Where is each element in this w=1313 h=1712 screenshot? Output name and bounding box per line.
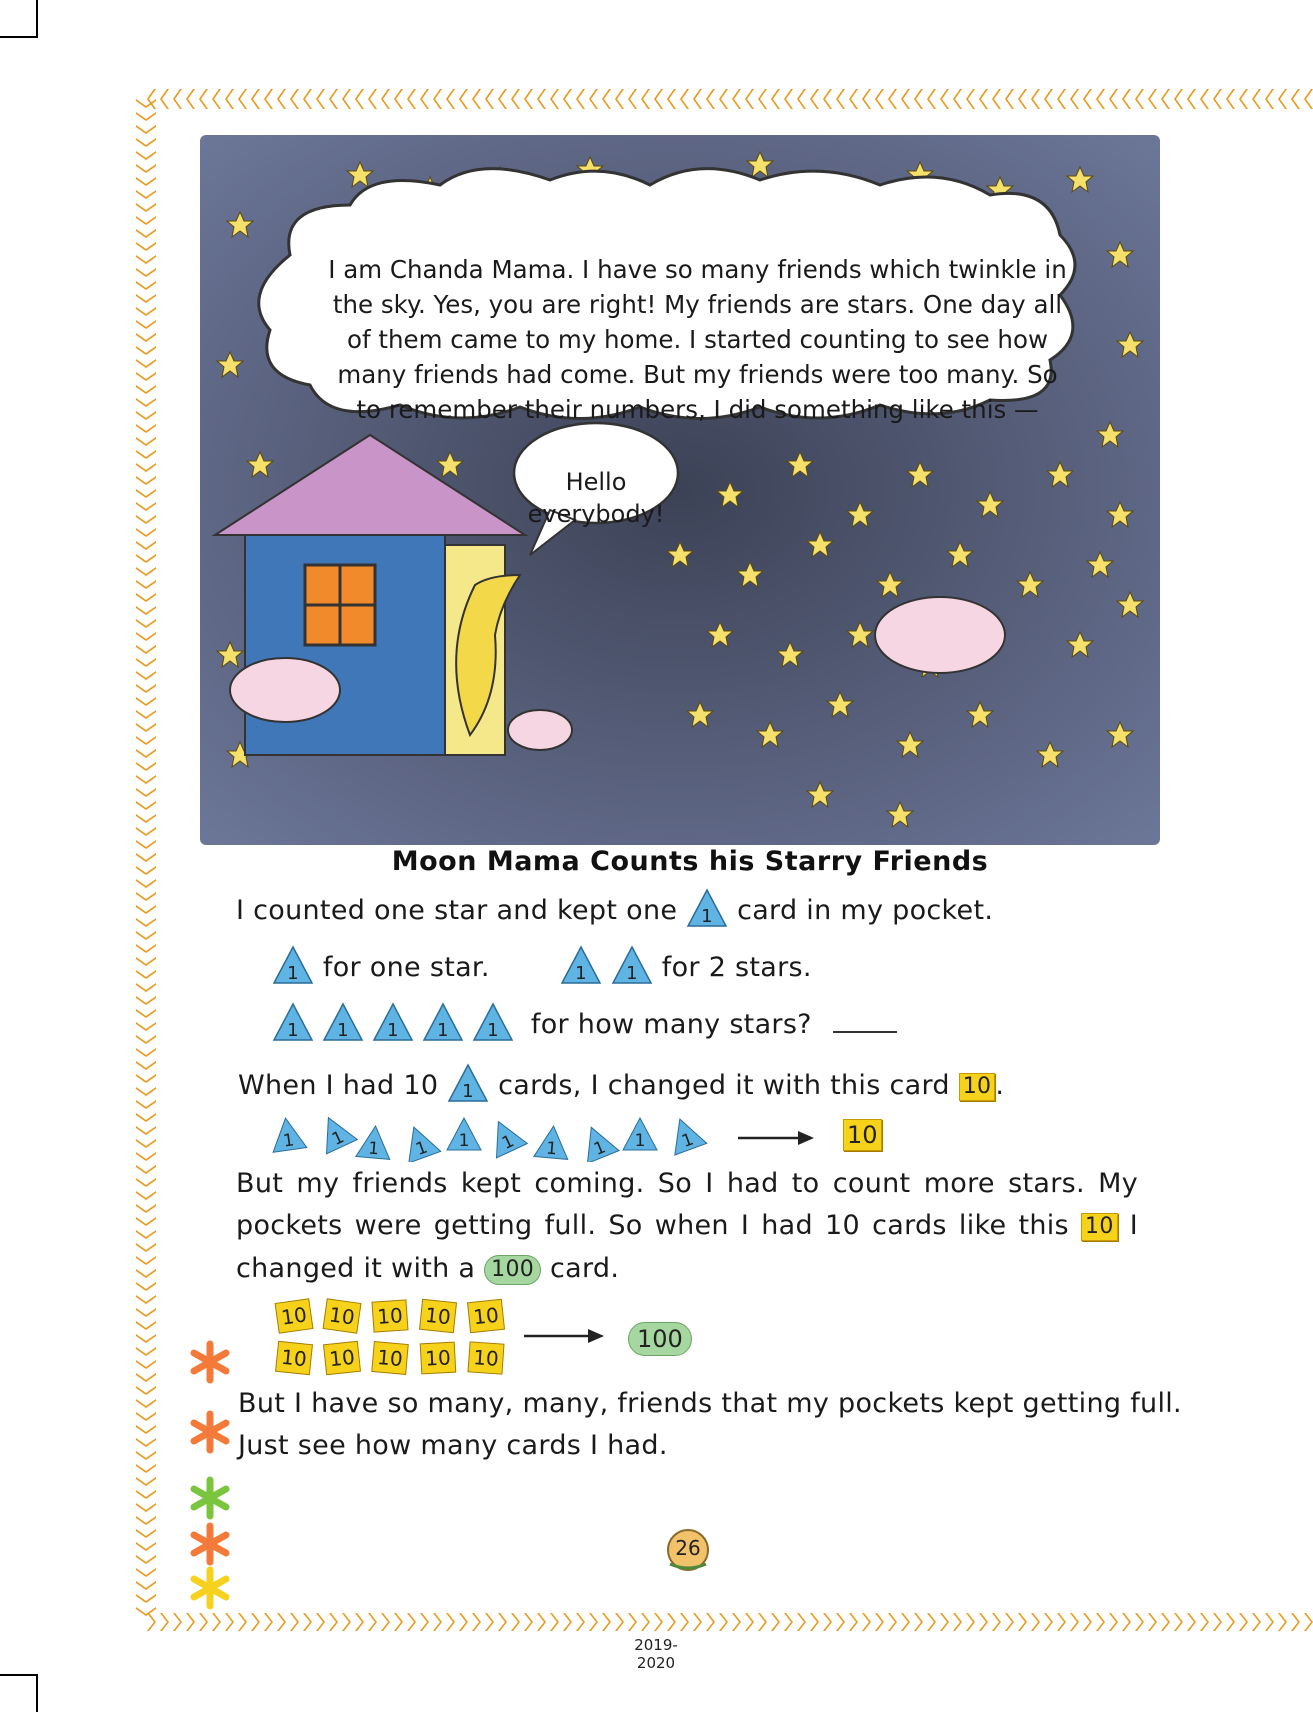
small-cloud: [508, 710, 572, 750]
card-1-label: 1: [367, 1138, 380, 1160]
card-100: 100: [628, 1322, 692, 1356]
card-10-label: 10: [279, 1302, 309, 1330]
paragraph-3-line-2: Just see how many cards I had.: [238, 1430, 668, 1461]
paragraph-2-line-1: But my friends kept coming. So I had to count more stars. My: [236, 1168, 1138, 1199]
card-10-label: 10: [424, 1302, 452, 1330]
line-1: [236, 888, 993, 935]
changed-with-text: changed it with a: [236, 1253, 476, 1284]
decorative-border-left: [132, 98, 160, 1616]
year-label: 2019-2020: [634, 1636, 678, 1672]
card-10-label: 10: [472, 1345, 500, 1371]
arrow-right-icon: [738, 1131, 814, 1145]
asterisk-icon: [194, 1344, 226, 1380]
line-4: [238, 1063, 1004, 1110]
card-1-label: 1: [634, 1131, 646, 1151]
card-10: [468, 1299, 505, 1332]
card-word: card.: [549, 1253, 620, 1284]
when-i-had-text: When I had 10: [238, 1070, 439, 1101]
card-1-triangle: [472, 1002, 522, 1049]
card-10: [420, 1299, 457, 1332]
card-1-triangle: [483, 1115, 528, 1159]
card-1-label: 1: [458, 1131, 470, 1151]
card-100: 100: [484, 1255, 541, 1285]
card-1-triangle: [611, 945, 653, 992]
card-1-label: 1: [413, 1137, 431, 1160]
asterisk-icon: [194, 1526, 226, 1562]
two-stars-text: for 2 stars.: [661, 952, 812, 983]
changed-card-text: cards, I changed it with this card: [498, 1070, 950, 1101]
card-10: 10: [959, 1073, 996, 1101]
card-10-label: 10: [328, 1344, 356, 1372]
card-10-label: 10: [327, 1302, 357, 1330]
card-1-label: 1: [679, 1129, 697, 1152]
card-1-triangle: [447, 1118, 481, 1151]
one-star-text: for one star.: [322, 952, 490, 983]
card-10: [323, 1299, 361, 1333]
card-1-label: 1: [591, 1137, 609, 1160]
card-10: [276, 1341, 313, 1374]
card-1-triangle: [623, 1118, 657, 1151]
card-10-label: 10: [376, 1344, 404, 1372]
exchange-ones-for-ten: [268, 1110, 828, 1162]
page-title: Moon Mama Counts his Starry Friends: [391, 846, 989, 877]
card-1-label: 1: [328, 1127, 348, 1150]
card-10: [324, 1341, 361, 1374]
decorative-asterisks: [184, 1340, 240, 1610]
card-1-label: 1: [287, 963, 299, 984]
card-1-triangle: [272, 1002, 322, 1049]
card-1-triangle: [269, 1116, 307, 1153]
card-10: [275, 1299, 313, 1333]
card-1-label: 1: [387, 1020, 399, 1041]
card-10: [372, 1342, 408, 1375]
paragraph-3-line-1: But I have so many, many, friends that my pockets kept getting full.: [238, 1388, 1182, 1419]
decorative-border-top: [145, 84, 1313, 114]
card-1-triangle: [356, 1125, 393, 1161]
asterisk-icon: [194, 1414, 226, 1450]
card-10: 10: [1081, 1213, 1118, 1241]
card-1-label: 1: [626, 963, 638, 984]
card-10-label: 10: [280, 1344, 308, 1372]
card-1-label: 1: [498, 1131, 518, 1154]
line-2: [272, 945, 490, 992]
crop-mark-bottom-left: [0, 1674, 38, 1712]
card-1-label: 1: [281, 1130, 296, 1152]
small-cloud: [230, 658, 340, 722]
card-1-triangle: [422, 1002, 472, 1049]
hello-bubble-text: Hello everybody!: [527, 468, 665, 528]
pockets-text: pockets were getting full. So when I had 10 cards like this: [236, 1210, 1069, 1241]
card-1-triangle: [313, 1111, 358, 1155]
line-4-period: .: [995, 1070, 1005, 1101]
card-1-label: 1: [545, 1138, 558, 1160]
pronoun-i: I: [1129, 1210, 1138, 1241]
card-1-triangle: [272, 945, 314, 992]
card-1-label: 1: [287, 1020, 299, 1041]
card-1-triangle: [664, 1113, 707, 1156]
decorative-border-bottom: [145, 1608, 1313, 1636]
card-1-triangle: [560, 945, 602, 992]
card-10-label: 10: [472, 1302, 500, 1330]
speech-bubble-text: I am Chanda Mama. I have so many friends which twinkle in the sky. Yes, you are right! My friends are stars. One day all of them came to my home. I started counting to see how many friends had come. But my friends were too many. So to remember their numbers, I did something like this —: [328, 255, 1067, 424]
card-1-triangle: [686, 888, 728, 935]
line-1-text-after: card in my pocket.: [737, 895, 994, 926]
card-1-label: 1: [462, 1081, 475, 1102]
card-10: 10: [843, 1119, 882, 1151]
card-10: [420, 1342, 456, 1374]
card-1-triangle: [575, 1121, 619, 1162]
crop-mark-top-left: [0, 0, 38, 38]
night-sky-illustration: [200, 135, 1160, 845]
card-1-label: 1: [701, 906, 714, 927]
paragraph-2-line-3: [236, 1248, 1138, 1290]
line-3: [272, 1002, 897, 1049]
card-1-label: 1: [575, 963, 587, 984]
line-2b: [560, 945, 812, 992]
card-10-label: 10: [376, 1303, 404, 1329]
card-1-label: 1: [437, 1020, 449, 1041]
page-number: 26: [675, 1536, 701, 1560]
card-1-triangle: [447, 1063, 489, 1110]
asterisk-icon: [194, 1480, 226, 1516]
small-cloud: [875, 597, 1005, 673]
card-10-label: 10: [424, 1345, 452, 1371]
how-many-stars-text: for how many stars?: [530, 1009, 812, 1040]
card-10: [468, 1342, 504, 1374]
line-1-text-before: I counted one star and kept one: [236, 895, 678, 926]
asterisk-icon: [194, 1570, 226, 1606]
answer-blank[interactable]: [833, 1031, 897, 1033]
page-number-badge: [664, 1524, 712, 1572]
arrow-right-icon: [524, 1329, 604, 1343]
card-10: [372, 1300, 408, 1332]
paragraph-2-line-2: [236, 1205, 1138, 1247]
card-1-label: 1: [487, 1020, 499, 1041]
card-1-triangle: [398, 1121, 441, 1162]
card-1-triangle: [534, 1125, 571, 1161]
card-1-triangle: [372, 1002, 422, 1049]
card-1-triangle: [322, 1002, 372, 1049]
card-1-label: 1: [337, 1020, 349, 1041]
